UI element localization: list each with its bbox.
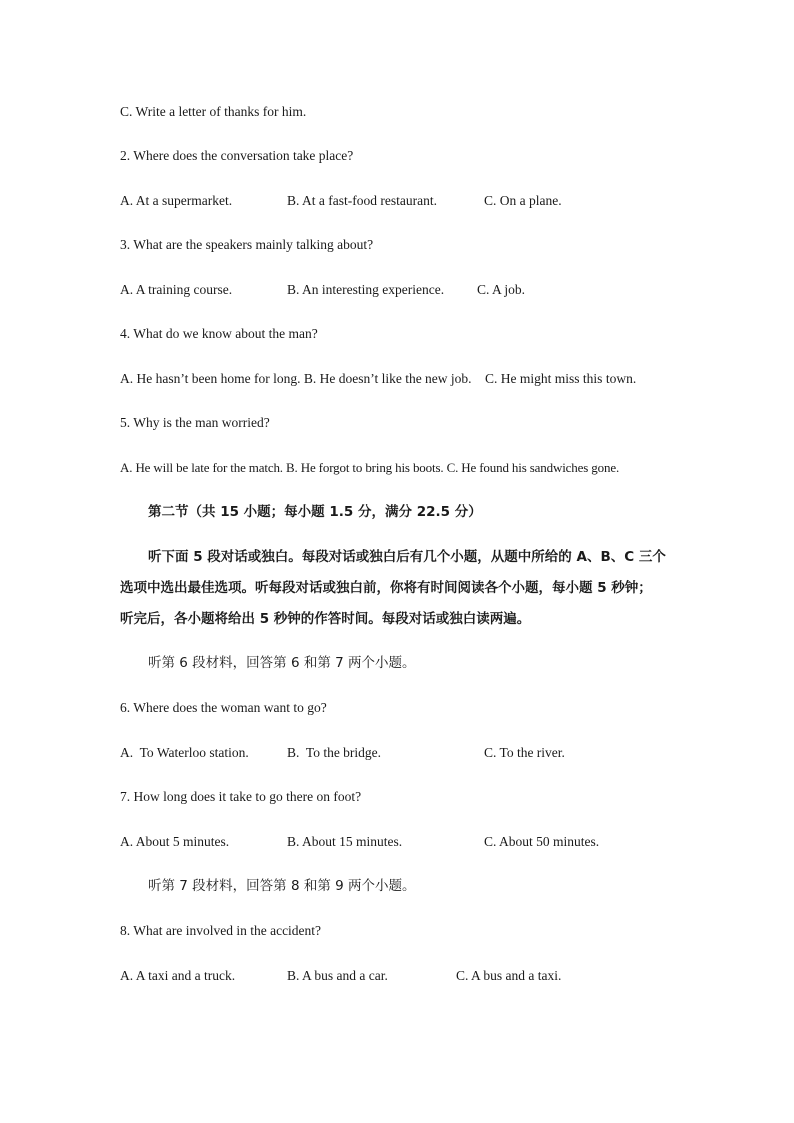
q7-option-c: C. About 50 minutes. bbox=[484, 834, 600, 849]
q2-option-b: B. At a fast-food restaurant. bbox=[287, 193, 437, 208]
q3-stem: 3. What are the speakers mainly talking about? bbox=[120, 237, 374, 252]
q7-stem: 7. How long does it take to go there on foot? bbox=[120, 789, 362, 804]
section2-instructions-line3: 听完后，各小题将给出 5 秒钟的作答时间。每段对话或独白读两遍。 bbox=[120, 611, 531, 627]
q8-option-c: C. A bus and a taxi. bbox=[456, 968, 562, 983]
q8-option-b: B. A bus and a car. bbox=[287, 968, 388, 983]
q2-options bbox=[120, 192, 720, 210]
q8-stem: 8. What are involved in the accident? bbox=[120, 923, 322, 938]
material6-intro: 听第 6 段材料，回答第 6 和第 7 两个小题。 bbox=[148, 655, 416, 671]
q7-option-b: B. About 15 minutes. bbox=[287, 834, 403, 849]
q2-option-a: A. At a supermarket. bbox=[120, 193, 233, 208]
q3-option-a: A. A training course. bbox=[120, 282, 233, 297]
q6-stem: 6. Where does the woman want to go? bbox=[120, 700, 327, 715]
q2-stem: 2. Where does the conversation take place? bbox=[120, 148, 354, 163]
q8-option-a: A. A taxi and a truck. bbox=[120, 968, 236, 983]
q5-options: A. He will be late for the match. B. He forgot to bring his boots. C. He found his sandwiches gone. bbox=[120, 460, 620, 475]
q6-options bbox=[120, 744, 720, 762]
q3-options bbox=[120, 281, 720, 299]
section2-heading: 第二节（共 15 小题；每小题 1.5 分，满分 22.5 分） bbox=[148, 504, 482, 520]
q5-stem: 5. Why is the man worried? bbox=[120, 415, 270, 430]
section2-instructions-line2: 选项中选出最佳选项。听每段对话或独白前，你将有时间阅读各个小题，每小题 5 秒钟； bbox=[120, 580, 652, 596]
q3-option-b: B. An interesting experience. bbox=[287, 282, 445, 297]
q4-options: A. He hasn’t been home for long. B. He doesn’t like the new job. C. He might miss this town. bbox=[120, 371, 637, 386]
material7-intro: 听第 7 段材料，回答第 8 和第 9 两个小题。 bbox=[148, 878, 416, 894]
q7-option-a: A. About 5 minutes. bbox=[120, 834, 230, 849]
q7-options bbox=[120, 833, 720, 851]
q2-option-c: C. On a plane. bbox=[484, 193, 562, 208]
q6-option-a: A. To Waterloo station. bbox=[120, 745, 249, 760]
q4-stem: 4. What do we know about the man? bbox=[120, 326, 318, 341]
q3-option-c: C. A job. bbox=[477, 282, 526, 297]
section2-instructions-line1: 听下面 5 段对话或独白。每段对话或独白后有几个小题，从题中所给的 A、B、C 三个 bbox=[148, 549, 666, 565]
q1-option-c: C. Write a letter of thanks for him. bbox=[120, 104, 307, 119]
q6-option-c: C. To the river. bbox=[484, 745, 565, 760]
q8-options bbox=[120, 967, 720, 985]
q6-option-b: B. To the bridge. bbox=[287, 745, 382, 760]
